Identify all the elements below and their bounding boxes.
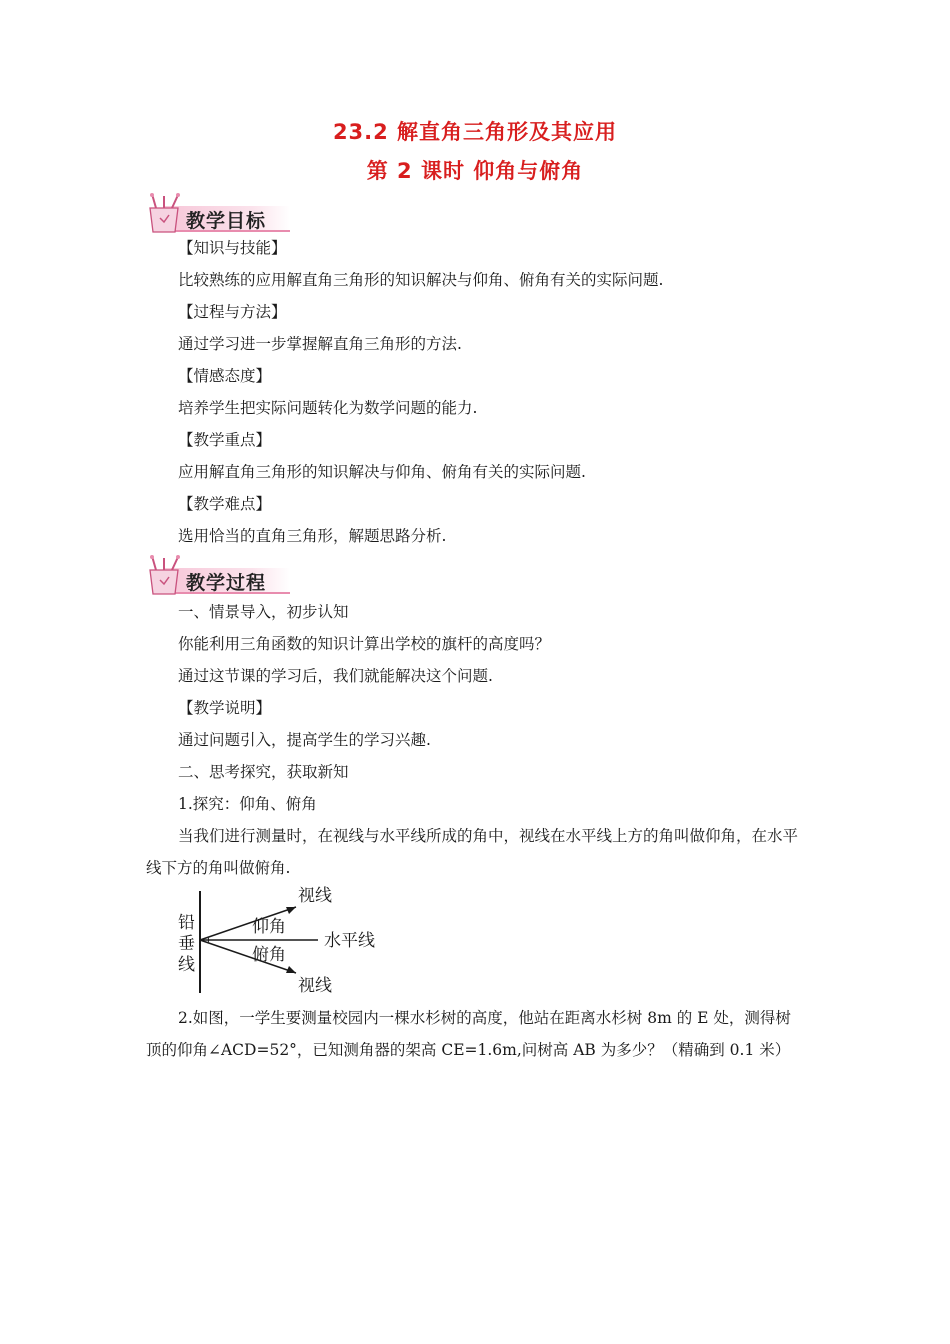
knowledge-text: 比较熟练的应用解直角三角形的知识解决与仰角、俯角有关的实际问题. bbox=[178, 271, 664, 289]
example-text: 2.如图，一学生要测量校园内一棵水杉树的高度，他站在距离水杉树 8m 的 E 处，测得树顶的仰角∠ACD=52°，已知测角器的架高 CE=1.6m,问树高 AB 为多少？（精确到 0.1 米） bbox=[146, 1009, 791, 1059]
note-text: 通过问题引入，提高学生的学习兴趣. bbox=[178, 731, 431, 749]
label-plumb-1: 铅 bbox=[178, 913, 195, 933]
label-elevation: 仰角 bbox=[252, 917, 286, 937]
label-plumb-2: 垂 bbox=[178, 934, 195, 954]
explore-title: 1.探究：仰角、俯角 bbox=[178, 795, 317, 813]
label-plumb-3: 线 bbox=[178, 955, 195, 975]
label-sight-top: 视线 bbox=[298, 886, 332, 906]
attitude-label: 【情感态度】 bbox=[178, 367, 272, 385]
pencil-pot-icon bbox=[142, 554, 186, 596]
step1-question: 你能利用三角函数的知识计算出学校的旗杆的高度吗？ bbox=[178, 635, 551, 653]
arrow-head-up bbox=[286, 907, 296, 914]
section-banner-goals bbox=[142, 192, 292, 234]
label-horizontal: 水平线 bbox=[324, 931, 375, 951]
banner-label: 教学目标 bbox=[186, 210, 267, 232]
pencil-pot-icon bbox=[142, 192, 186, 234]
step2-title: 二、思考探究，获取新知 bbox=[178, 763, 349, 781]
difficulty-text: 选用恰当的直角三角形，解题思路分析. bbox=[178, 527, 447, 545]
method-label: 【过程与方法】 bbox=[178, 303, 287, 321]
angle-arc bbox=[208, 937, 209, 943]
main-title: 23.2 解直角三角形及其应用 bbox=[332, 120, 618, 144]
attitude-text: 培养学生把实际问题转化为数学问题的能力. bbox=[178, 399, 478, 417]
arrow-head-down bbox=[286, 966, 296, 973]
sub-title: 第 2 课时 仰角与俯角 bbox=[366, 159, 584, 183]
difficulty-label: 【教学难点】 bbox=[178, 495, 272, 513]
step1-title: 一、情景导入，初步认知 bbox=[178, 603, 349, 621]
focus-label: 【教学重点】 bbox=[178, 431, 272, 449]
knowledge-label: 【知识与技能】 bbox=[178, 239, 287, 257]
label-sight-bottom: 视线 bbox=[298, 976, 332, 996]
section-banner-process bbox=[142, 554, 292, 596]
method-text: 通过学习进一步掌握解直角三角形的方法. bbox=[178, 335, 462, 353]
explore-text: 当我们进行测量时，在视线与水平线所成的角中，视线在水平线上方的角叫做仰角，在水平线下方的角叫做俯角. bbox=[146, 827, 799, 877]
focus-text: 应用解直角三角形的知识解决与仰角、俯角有关的实际问题. bbox=[178, 463, 586, 481]
angle-diagram bbox=[160, 885, 400, 997]
step1-answer: 通过这节课的学习后，我们就能解决这个问题. bbox=[178, 667, 493, 685]
label-depression: 俯角 bbox=[252, 945, 286, 965]
note-label: 【教学说明】 bbox=[178, 699, 272, 717]
banner-label: 教学过程 bbox=[186, 572, 267, 594]
